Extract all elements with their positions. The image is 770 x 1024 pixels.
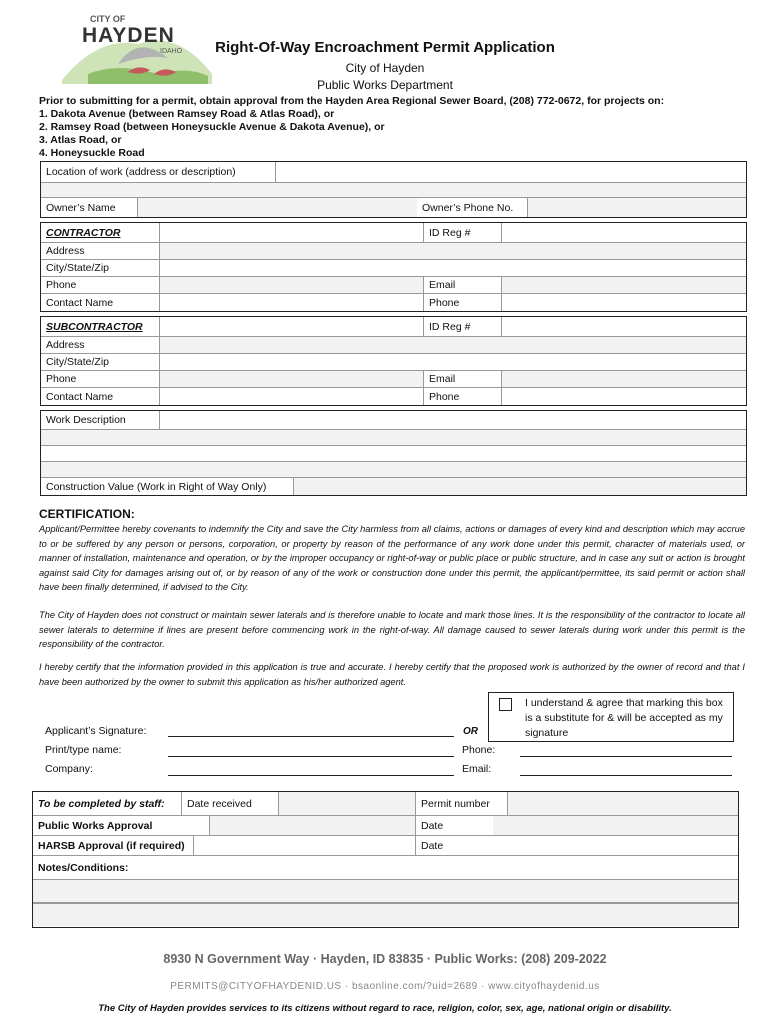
- print-name-label: Print/type name:: [45, 744, 122, 756]
- subcontractor-phone2-input[interactable]: [501, 388, 746, 405]
- harsb-approval-label: HARSB Approval (if required): [38, 839, 185, 852]
- owner-name-input[interactable]: [137, 198, 417, 217]
- work-description-line2[interactable]: [41, 430, 746, 446]
- prior-intro: Prior to submitting for a permit, obtain approval from the Hayden Area Regional Sewer Board, (208) 772-0672, for projects on:: [39, 95, 665, 107]
- contractor-name-input[interactable]: [159, 223, 423, 242]
- subcontractor-contact-label: Contact Name: [46, 390, 114, 403]
- notes-line1[interactable]: [33, 880, 738, 903]
- contractor-address-label: Address: [46, 245, 85, 257]
- contractor-id-label: ID Reg #: [423, 223, 470, 242]
- agree-text: I understand & agree that marking this box is a substitute for & will be accepted as my signature: [525, 697, 723, 739]
- subcontractor-contact-input[interactable]: [159, 388, 423, 405]
- contractor-phone-label: Phone: [46, 279, 77, 291]
- subcontractor-title: SUBCONTRACTOR: [46, 320, 143, 333]
- contractor-phone2-label: Phone: [423, 294, 459, 311]
- staff-title: To be completed by staff:: [38, 797, 165, 810]
- prior-item: 4. Honeysuckle Road: [39, 147, 145, 159]
- harsb-date-label: Date: [415, 836, 443, 855]
- pw-approval-input[interactable]: [209, 816, 415, 835]
- date-received-input[interactable]: [278, 792, 415, 815]
- owner-name-label: Owner’s Name: [46, 201, 116, 214]
- prior-approval-notice: [39, 95, 739, 160]
- notes-line2[interactable]: [33, 903, 738, 926]
- logo-line3: IDAHO: [160, 48, 183, 55]
- company-line[interactable]: [168, 775, 454, 776]
- prior-item: 2. Ramsey Road (between Honeysuckle Avenue & Dakota Avenue), or: [39, 121, 385, 133]
- owner-phone-label: Owner’s Phone No.: [422, 201, 514, 214]
- contractor-contact-input[interactable]: [159, 294, 423, 311]
- subcontractor-phone-input[interactable]: [159, 371, 423, 387]
- footer-address: 8930 N Government Way · Hayden, ID 83835 · Public Works: (208) 209-2022: [163, 952, 607, 966]
- owner-phone-input[interactable]: [527, 198, 746, 217]
- contractor-email-label: Email: [423, 277, 455, 293]
- subcontractor-address-input[interactable]: [159, 337, 746, 353]
- harsb-date-input[interactable]: [493, 836, 738, 855]
- department-name: Public Works Department: [317, 78, 453, 92]
- contractor-city-input[interactable]: [159, 260, 746, 276]
- location-owner-section: [40, 161, 747, 218]
- work-description-line3[interactable]: [41, 446, 746, 462]
- city-name: City of Hayden: [345, 61, 425, 75]
- contractor-id-input[interactable]: [501, 223, 746, 242]
- subcontractor-address-label: Address: [46, 339, 85, 351]
- subcontractor-city-label: City/State/Zip: [46, 356, 110, 368]
- certification-heading: CERTIFICATION:: [39, 507, 135, 521]
- contractor-title: CONTRACTOR: [46, 226, 121, 239]
- prior-item: 3. Atlas Road, or: [39, 134, 122, 146]
- construction-value-input[interactable]: [293, 478, 746, 495]
- logo-line2: HAYDEN: [82, 24, 175, 47]
- phone-label: Phone:: [462, 744, 496, 756]
- subcontractor-city-input[interactable]: [159, 354, 746, 370]
- subcontractor-name-input[interactable]: [159, 317, 423, 336]
- location-input-line2[interactable]: [41, 183, 746, 198]
- applicant-signature-label: Applicant’s Signature:: [45, 725, 147, 737]
- subcontractor-phone-label: Phone: [46, 373, 77, 385]
- city-logo: [58, 14, 216, 88]
- notes-label: Notes/Conditions:: [38, 861, 129, 874]
- work-description-label: Work Description: [46, 414, 126, 426]
- phone-line[interactable]: [520, 756, 732, 757]
- or-label: OR: [463, 726, 478, 737]
- subcontractor-email-input[interactable]: [501, 371, 746, 387]
- applicant-signature-line[interactable]: [168, 736, 454, 737]
- certification-paragraph-3: I hereby certify that the information provided in this application is true and accurate. I hereby certify that the proposed work is authorized by the owner of record and that I have been authorized by the owner to submit this application as his/her authorized agent.: [39, 662, 745, 687]
- subcontractor-email-label: Email: [423, 371, 455, 387]
- company-label: Company:: [45, 763, 93, 775]
- contractor-phone2-input[interactable]: [501, 294, 746, 311]
- subcontractor-phone2-label: Phone: [423, 388, 459, 405]
- permit-number-input[interactable]: [507, 792, 738, 815]
- date-received-label: Date received: [181, 792, 252, 815]
- signature-agreement-box: [488, 692, 734, 742]
- logo-line1: CITY OF: [90, 14, 126, 24]
- staff-section: [32, 791, 739, 928]
- location-input[interactable]: [275, 162, 746, 182]
- print-name-line[interactable]: [168, 756, 454, 757]
- work-description-line4[interactable]: [41, 462, 746, 478]
- pw-date-input[interactable]: [493, 816, 738, 835]
- construction-value-label: Construction Value (Work in Right of Way Only): [46, 480, 267, 493]
- contractor-email-input[interactable]: [501, 277, 746, 293]
- footer-disclaimer: The City of Hayden provides services to its citizens without regard to race, religion, color, sex, age, national origin or disability.: [98, 1003, 672, 1014]
- permit-number-label: Permit number: [415, 792, 490, 815]
- work-description-input[interactable]: [159, 411, 746, 429]
- contractor-phone-input[interactable]: [159, 277, 423, 293]
- contractor-section: [40, 222, 747, 312]
- subcontractor-id-input[interactable]: [501, 317, 746, 336]
- subcontractor-section: [40, 316, 747, 406]
- email-line[interactable]: [520, 775, 732, 776]
- certification-paragraph-1: Applicant/Permittee hereby covenants to indemnify the City and save the City harmless from all claims, actions or damages of every kind and description which may accrue to or be suffered by any person or persons, corporation, or property by reason of the performance of any work done under this permit, character of materials used, or manner of installation, maintenance and operation, or by the improper occupancy or right-of-way or public place or public structure, and in case any suit or action is brought against said City for damages arising out of, or by reason of any of the work or construction done under this permit, the applicant/permittee, its said permit or action shall have been finally determined, if advised to the City.: [39, 524, 745, 592]
- contractor-contact-label: Contact Name: [46, 296, 114, 309]
- email-label: Email:: [462, 763, 492, 775]
- contractor-address-input[interactable]: [159, 243, 746, 259]
- prior-item: 1. Dakota Avenue (between Ramsey Road & Atlas Road), or: [39, 108, 335, 120]
- pw-date-label: Date: [415, 816, 443, 835]
- contractor-city-label: City/State/Zip: [46, 262, 110, 274]
- footer-links[interactable]: PERMITS@CITYOFHAYDENID.US · bsaonline.com/?uid=2689 · www.cityofhaydenid.us: [170, 981, 600, 992]
- location-label: Location of work (address or description): [46, 166, 236, 178]
- subcontractor-id-label: ID Reg #: [423, 317, 470, 336]
- page-title: Right-Of-Way Encroachment Permit Application: [215, 39, 555, 56]
- harsb-approval-input[interactable]: [193, 836, 415, 855]
- pw-approval-label: Public Works Approval: [38, 819, 153, 832]
- work-section: [40, 410, 747, 496]
- agree-checkbox[interactable]: [499, 698, 512, 711]
- certification-paragraph-2: The City of Hayden does not construct or maintain sewer laterals and is therefore unable to locate and mark those lines. It is the responsibility of the contractor to locate all sewer laterals to determine if lines are present before commencing work in the right-of-way. All damage caused to sewer laterals during work under this permit is the responsibility of the contractor.: [39, 610, 745, 649]
